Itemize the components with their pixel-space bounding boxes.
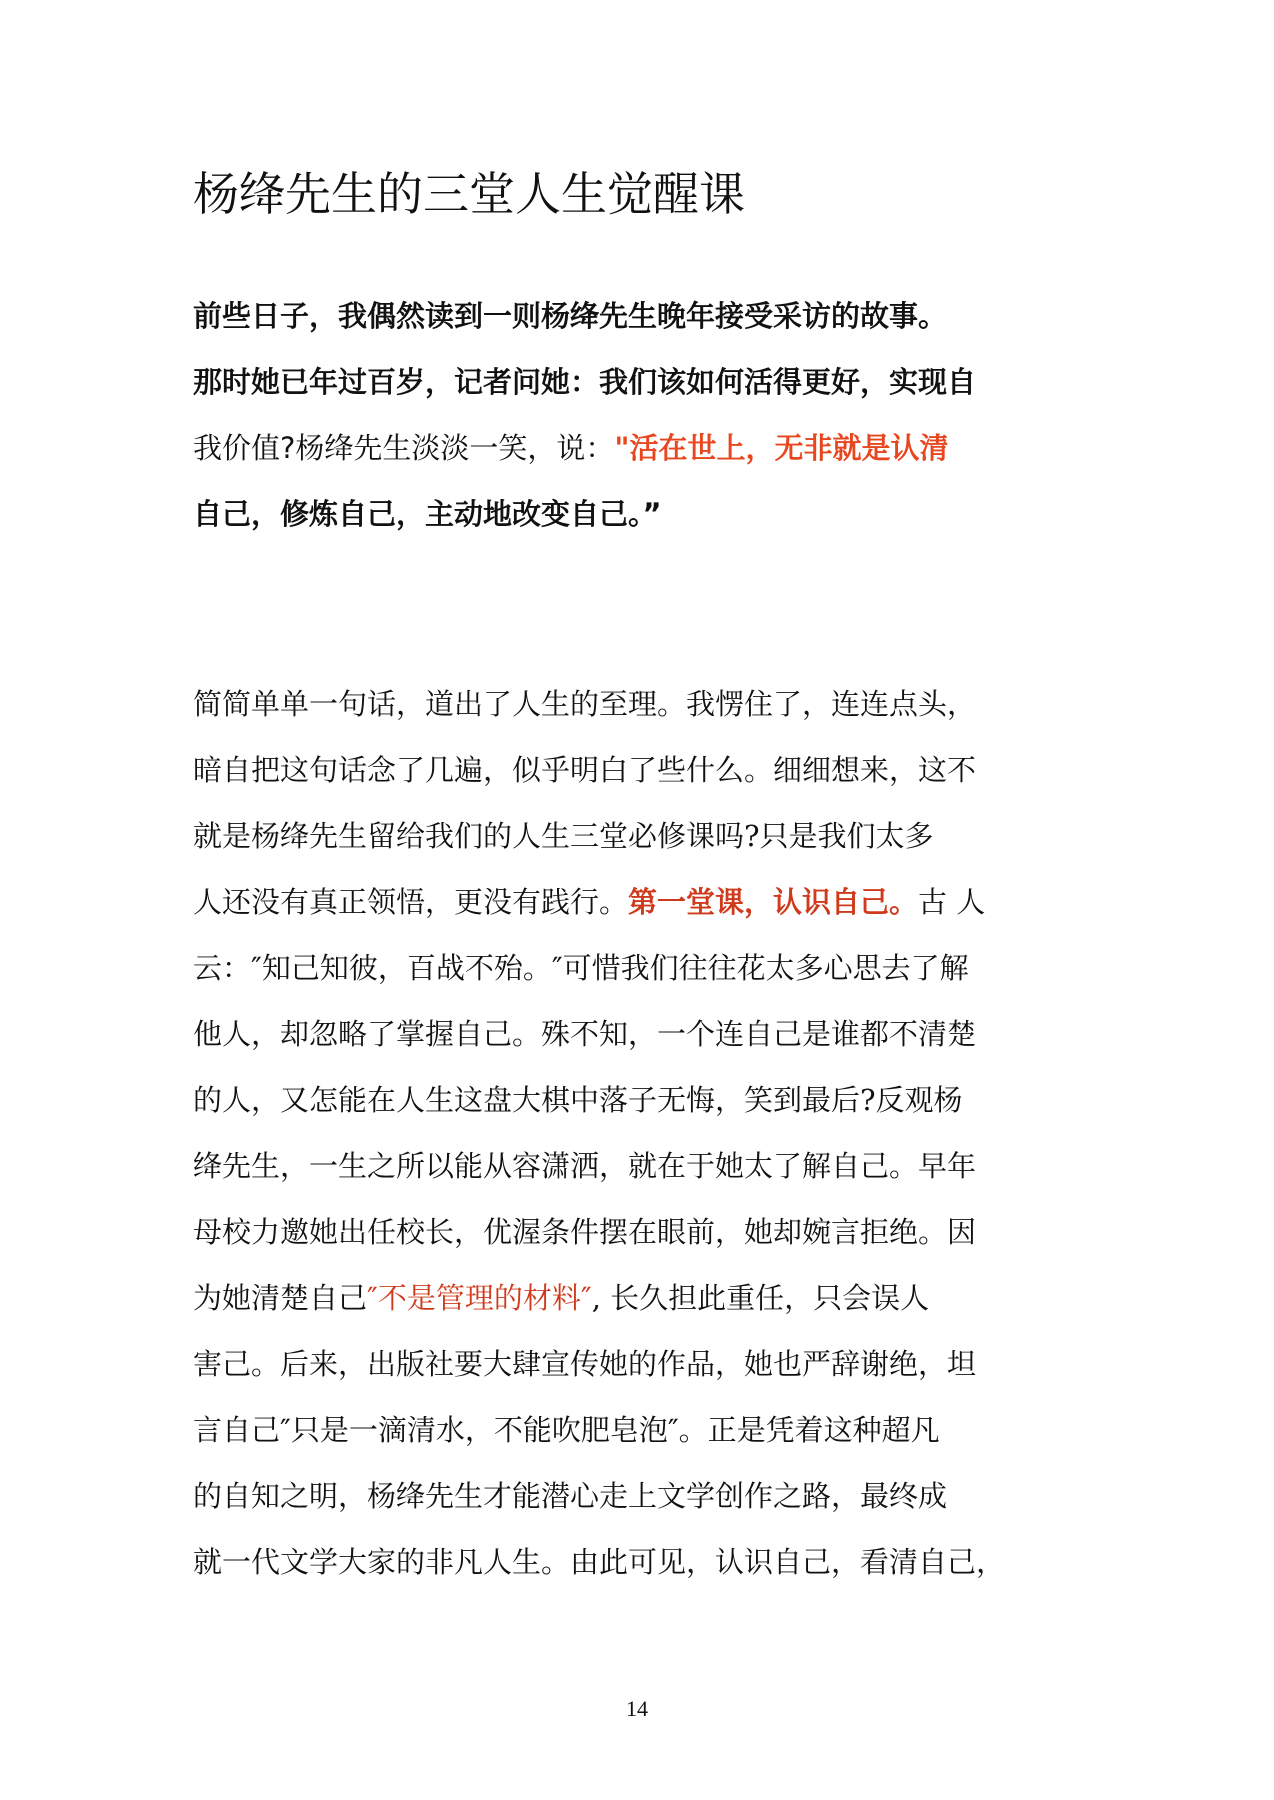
body-line <box>193 1265 1093 1331</box>
intro-text: 我价值?杨绛先生淡淡一笑，说： <box>193 431 615 465</box>
quote-highlight: "活在世上，无非就是认清 <box>614 431 949 465</box>
body-line: 就一代文学大家的非凡人生。由此可见，认识自己，看清自己， <box>193 1545 1006 1579</box>
intro-line: 那时她已年过百岁，记者问她：我们该如何活得更好，实现自 <box>193 365 977 399</box>
body-text: 古 人 <box>918 885 986 919</box>
lesson-heading: 第一堂课，认识自己。 <box>628 885 919 919</box>
quote-highlight: 自己，修炼自己，主动地改变自己。” <box>193 497 662 531</box>
body-line: 的人，又怎能在人生这盘大棋中落子无悔，笑到最后?反观杨 <box>193 1083 963 1117</box>
body-text: 人还没有真正领悟，更没有践行。 <box>193 885 629 919</box>
body-line: 暗自把这句话念了几遍，似乎明白了些什么。细细想来，这不 <box>193 753 977 787</box>
body-line: 的自知之明，杨绛先生才能潜心走上文学创作之路，最终成 <box>193 1479 948 1513</box>
intro-paragraph <box>193 283 1093 547</box>
body-text: , 长久担此重任，只会误人 <box>591 1281 930 1315</box>
page-number: 14 <box>626 1696 648 1721</box>
body-line: 简简单单一句话，道出了人生的至理。我愣住了，连连点头， <box>193 687 977 721</box>
intro-line: 前些日子，我偶然读到一则杨绛先生晚年接受采访的故事。 <box>193 299 948 333</box>
body-line: 云：″知己知彼，百战不殆。″可惜我们往往花太多心思去了解 <box>193 951 969 985</box>
quote-highlight: ″不是管理的材料″ <box>367 1281 592 1315</box>
body-line: 他人，却忽略了掌握自己。殊不知，一个连自己是谁都不清楚 <box>193 1017 977 1051</box>
body-line <box>193 869 1093 935</box>
page-title: 杨绛先生的三堂人生觉醒课 <box>193 167 745 221</box>
body-text: 为她清楚自己 <box>193 1281 368 1315</box>
body-paragraph <box>193 671 1093 1595</box>
body-line: 绛先生，一生之所以能从容潇洒，就在于她太了解自己。早年 <box>193 1149 977 1183</box>
body-line: 母校力邀她出任校长，优渥条件摆在眼前，她却婉言拒绝。因 <box>193 1215 977 1249</box>
body-line: 言自己″只是一滴清水，不能吹肥皂泡″。正是凭着这种超凡 <box>193 1413 940 1447</box>
body-line: 就是杨绛先生留给我们的人生三堂必修课吗?只是我们太多 <box>193 819 934 853</box>
body-line: 害己。后来，出版社要大肆宣传她的作品，她也严辞谢绝，坦 <box>193 1347 977 1381</box>
intro-line <box>193 415 1093 481</box>
